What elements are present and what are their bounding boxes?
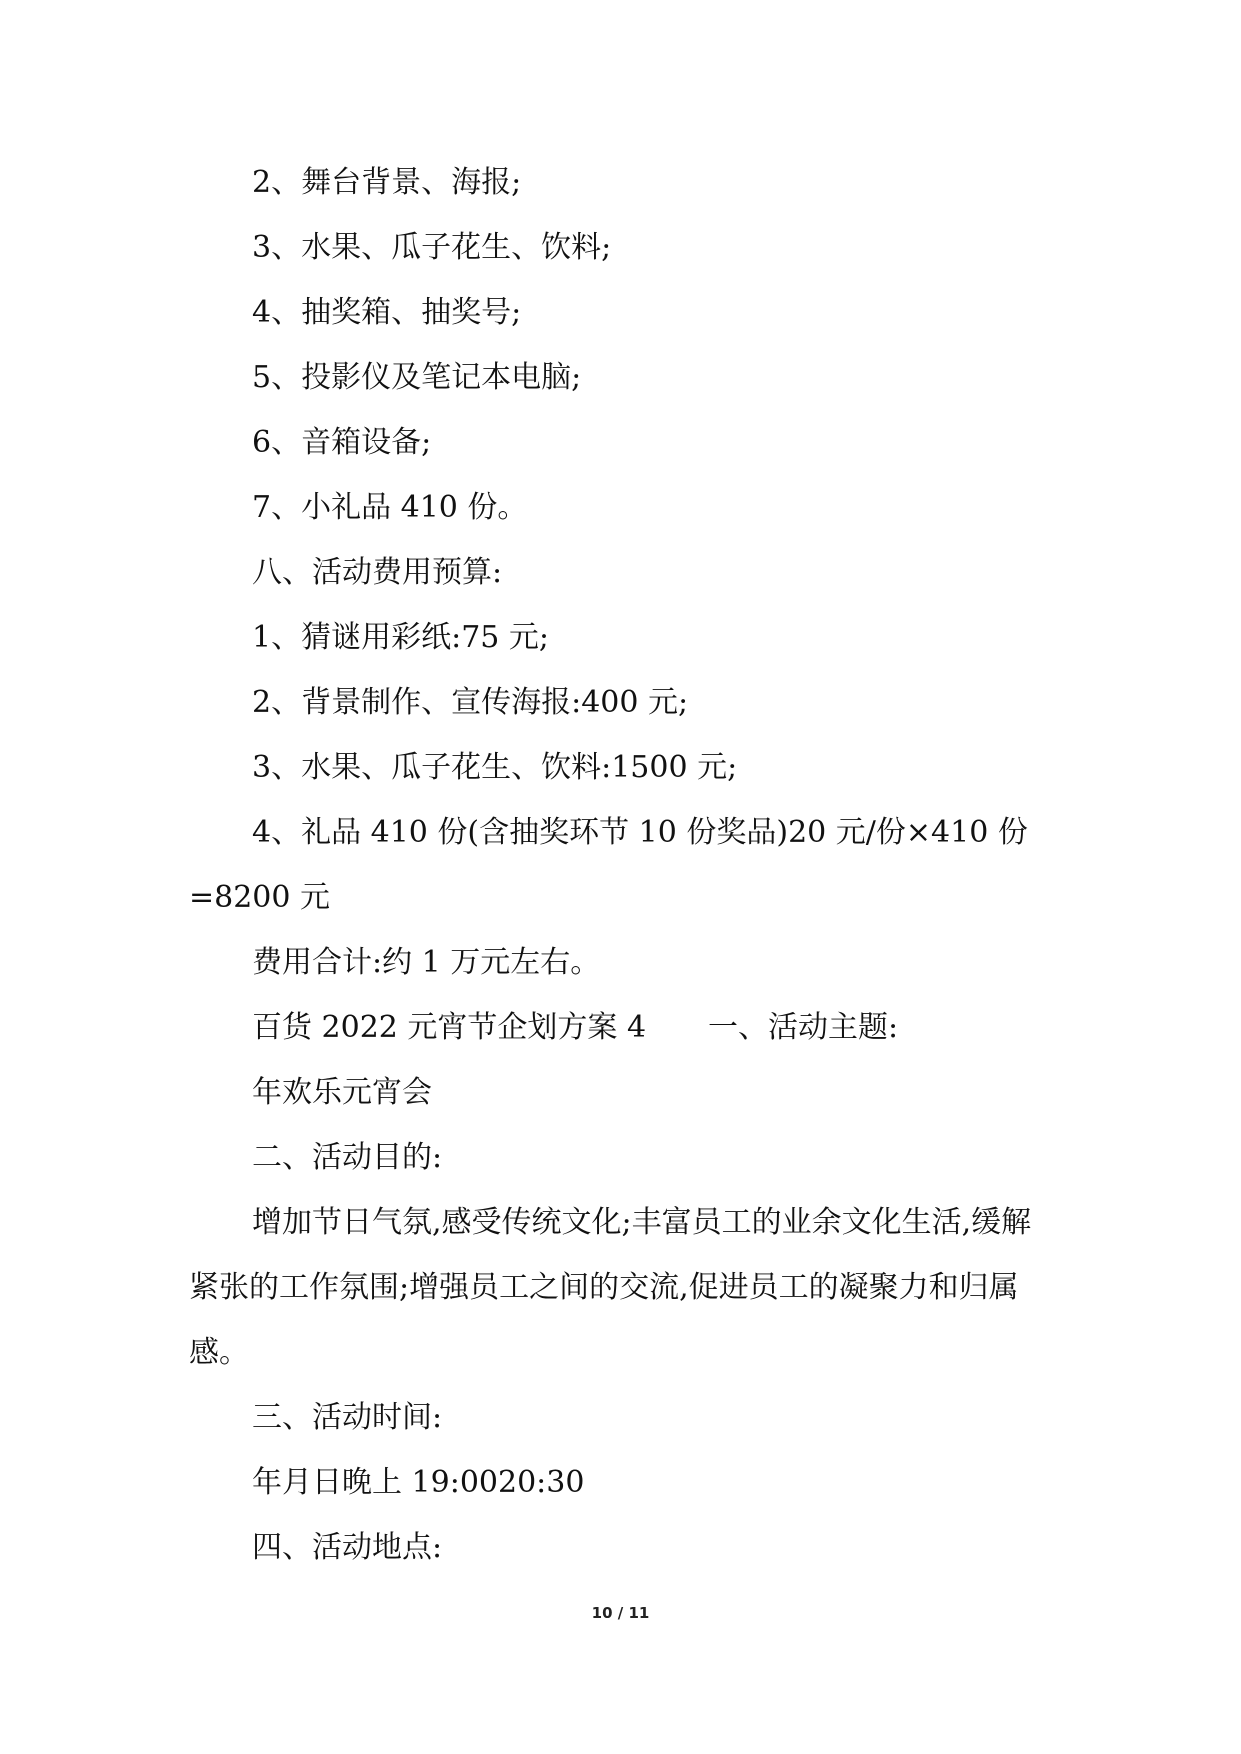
purpose-text: 增加节日气氛,感受传统文化;丰富员工的业余文化生活,缓解紧张的工作氛围;增强员工之间的交流,促进员工的凝聚力和归属感。 bbox=[189, 1205, 1032, 1370]
section-heading-theme: 一、活动主题: bbox=[708, 1010, 899, 1045]
list-item-small-gifts: 7、小礼品 410 份。 bbox=[252, 490, 528, 525]
plan-title-line bbox=[189, 995, 1059, 1060]
theme-text: 年欢乐元宵会 bbox=[252, 1075, 432, 1110]
list-item-stage-backdrop: 2、舞台背景、海报; bbox=[252, 165, 522, 200]
budget-item-gifts: 4、礼品 410 份(含抽奖环节 10 份奖品)20 元/份×410 份=8200 元 bbox=[189, 815, 1028, 915]
document-body bbox=[189, 150, 1059, 1580]
time-text: 年月日晚上 19:0020:30 bbox=[252, 1465, 585, 1500]
list-item-lottery-box: 4、抽奖箱、抽奖号; bbox=[252, 295, 522, 330]
list-item-speakers: 6、音箱设备; bbox=[252, 425, 432, 460]
section-heading-purpose: 二、活动目的: bbox=[252, 1140, 443, 1175]
budget-total: 费用合计:约 1 万元左右。 bbox=[252, 945, 601, 980]
page-number: 10 / 11 bbox=[591, 1604, 650, 1622]
budget-item-riddle-paper: 1、猜谜用彩纸:75 元; bbox=[252, 620, 550, 655]
budget-item-backdrop-posters: 2、背景制作、宣传海报:400 元; bbox=[252, 685, 689, 720]
list-item-fruit-snacks: 3、水果、瓜子花生、饮料; bbox=[252, 230, 612, 265]
plan-title: 百货 2022 元宵节企划方案 4 bbox=[252, 1010, 647, 1045]
budget-item-fruit-snacks: 3、水果、瓜子花生、饮料:1500 元; bbox=[252, 750, 738, 785]
section-heading-time: 三、活动时间: bbox=[252, 1400, 443, 1435]
list-item-projector: 5、投影仪及笔记本电脑; bbox=[252, 360, 582, 395]
section-heading-location: 四、活动地点: bbox=[252, 1530, 443, 1565]
section-heading-budget: 八、活动费用预算: bbox=[252, 555, 503, 590]
